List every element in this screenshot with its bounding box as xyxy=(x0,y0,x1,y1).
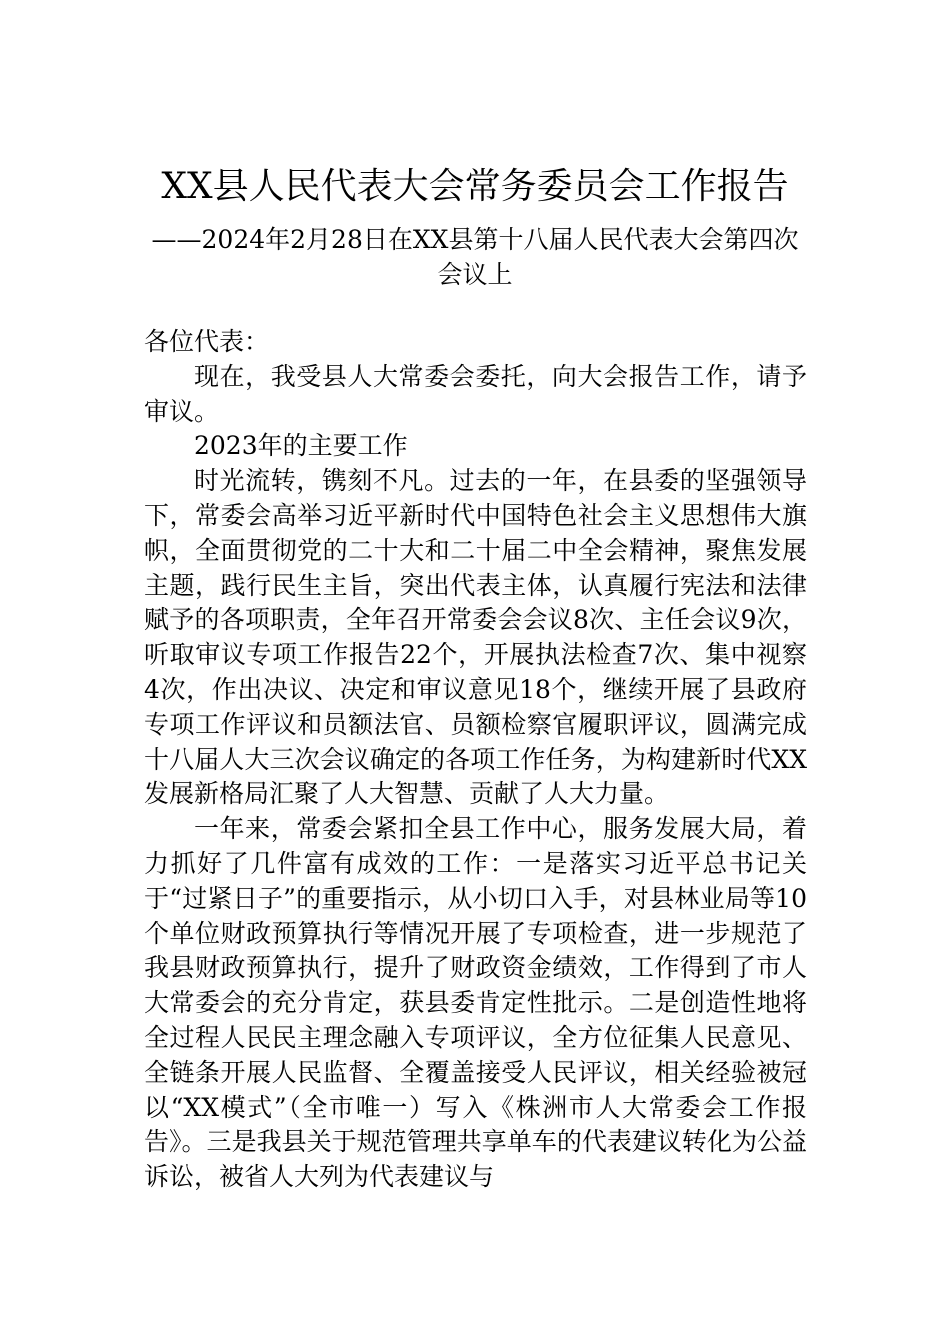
paragraph-summary: 时光流转，镌刻不凡。过去的一年，在县委的坚强领导下，常委会高举习近平新时代中国特色社会主义思想伟大旗帜，全面贯彻党的二十大和二十届二中全会精神，聚焦发展主题，践行民生主旨，突出代表主体，认真履行宪法和法律赋予的各项职责，全年召开常委会会议8次、主任会议9次，听取审议专项工作报告22个，开展执法检查7次、集中视察4次，作出决议、决定和审议意见18个，继续开展了县政府专项工作评议和员额法官、员额检察官履职评议，圆满完成十八届人大三次会议确定的各项工作任务，为构建新时代XX发展新格局汇聚了人大智慧、贡献了人大力量。 xyxy=(144,466,807,809)
paragraph-achievements: 一年来，常委会紧扣全县工作中心，服务发展大局，着力抓好了几件富有成效的工作：一是落实习近平总书记关于“过紧日子”的重要指示，从小切口入手，对县林业局等10个单位财政预算执行等情况开展了专项检查，进一步规范了我县财政预算执行，提升了财政资金绩效，工作得到了市人大常委会的充分肯定，获县委肯定性批示。二是创造性地将全过程人民民主理念融入专项评议，全方位征集人民意见、全链条开展人民监督、全覆盖接受人民评议，相关经验被冠以“XX模式”（全市唯一）写入《株洲市人大常委会工作报告》。三是我县关于规范管理共享单车的代表建议转化为公益诉讼，被省人大列为代表建议与 xyxy=(144,814,807,1192)
section-heading: 2023年的主要工作 xyxy=(194,431,408,461)
salutation: 各位代表： xyxy=(144,327,270,356)
document-body xyxy=(144,325,807,1195)
paragraph-intro: 现在，我受县人大常委会委托，向大会报告工作，请予审议。 xyxy=(144,361,807,426)
document-subtitle: ——2024年2月28日在XX县第十八届人民代表大会第四次会议上 xyxy=(151,225,799,289)
document-title: XX县人民代表大会常务委员会工作报告 xyxy=(161,166,789,207)
